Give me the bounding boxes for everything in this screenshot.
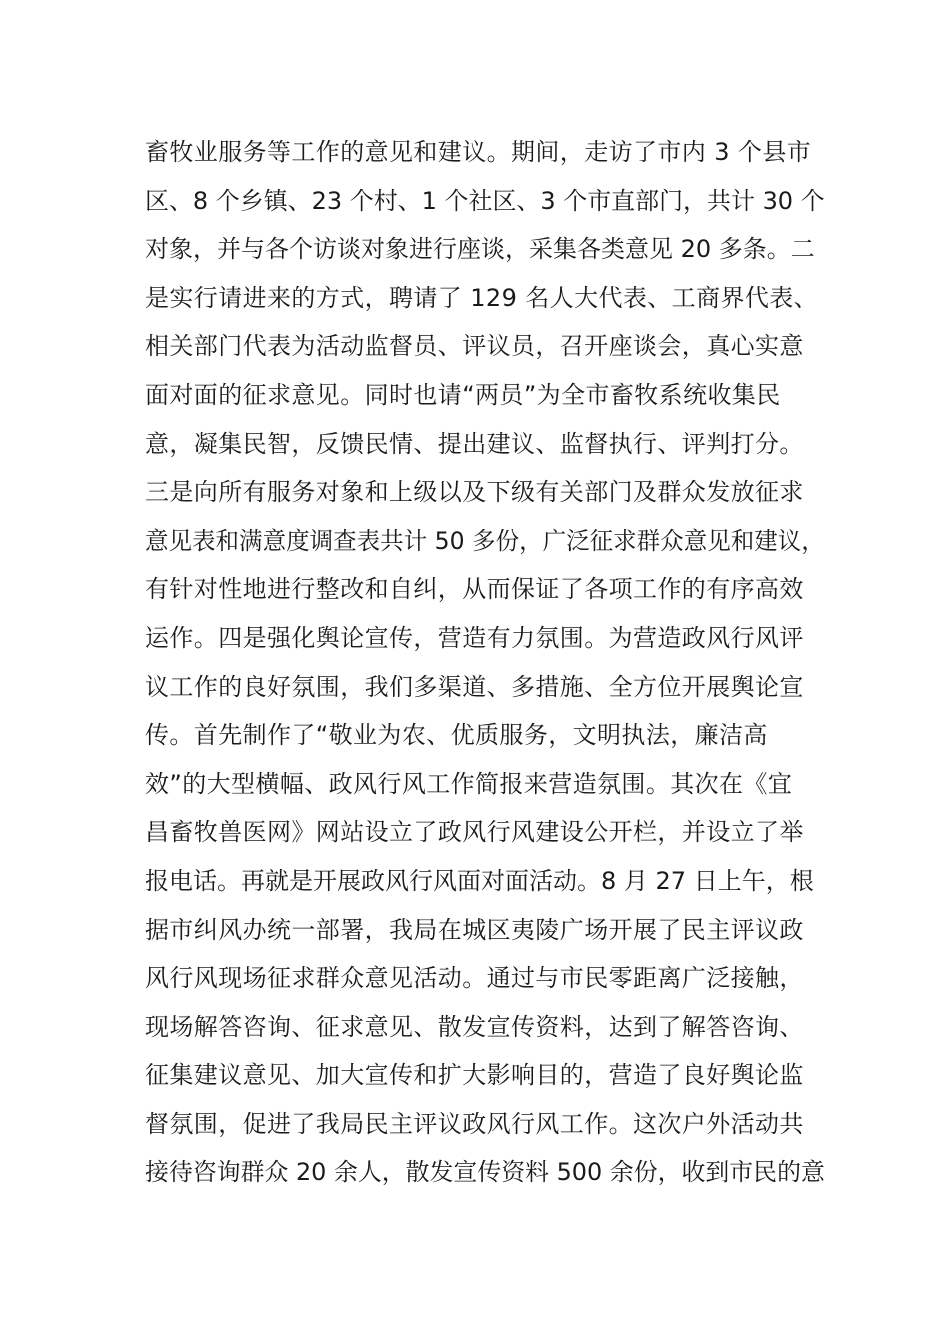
text-line: 畜牧业服务等工作的意见和建议。期间，走访了市内 3 个县市 (145, 138, 812, 166)
text-line: 传。首先制作了“敬业为农、优质服务，文明执法，廉洁高 (145, 721, 768, 750)
text-line: 风行风现场征求群众意见活动。通过与市民零距离广泛接触， (145, 964, 804, 993)
text-line: 有针对性地进行整改和自纠，从而保证了各项工作的有序高效 (145, 575, 804, 604)
text-line: 相关部门代表为活动监督员、评议员，召开座谈会，真心实意 (145, 332, 804, 361)
text-line: 现场解答咨询、征求意见、散发宣传资料，达到了解答咨询、 (145, 1012, 804, 1041)
text-line: 报电话。再就是开展政风行风面对面活动。8 月 27 日上午，根 (145, 866, 814, 895)
text-line: 议工作的良好氛围，我们多渠道、多措施、全方位开展舆论宣 (145, 672, 804, 701)
text-line: 对象，并与各个访谈对象进行座谈，采集各类意见 20 多条。二 (145, 235, 815, 264)
text-line: 运作。四是强化舆论宣传，营造有力氛围。为营造政风行风评 (145, 623, 804, 652)
text-line: 昌畜牧兽医网》网站设立了政风行风建设公开栏，并设立了举 (145, 818, 804, 847)
text-line: 接待咨询群众 20 余人，散发宣传资料 500 余份，收到市民的意 (145, 1158, 825, 1187)
text-line: 是实行请进来的方式，聘请了 129 名人大代表、工商界代表、 (145, 283, 819, 312)
text-line: 据市纠风办统一部署，我局在城区夷陵广场开展了民主评议政 (145, 915, 804, 944)
text-line: 征集建议意见、加大宣传和扩大影响目的，营造了良好舆论监 (145, 1061, 804, 1090)
text-line: 三是向所有服务对象和上级以及下级有关部门及群众发放征求 (145, 478, 804, 507)
text-line: 效”的大型横幅、政风行风工作简报来营造氛围。其次在《宜 (145, 769, 793, 798)
text-line: 面对面的征求意见。同时也请“两员”为全市畜牧系统收集民 (145, 380, 781, 409)
text-line: 区、8 个乡镇、23 个村、1 个社区、3 个市直部门，共计 30 个 (145, 186, 825, 215)
body-paragraph (145, 128, 825, 1197)
text-line: 意见表和满意度调查表共计 50 多份，广泛征求群众意见和建议， (145, 526, 825, 555)
text-line: 督氛围，促进了我局民主评议政风行风工作。这次户外活动共 (145, 1109, 804, 1138)
text-line: 意，凝集民智，反馈民情、提出建议、监督执行、评判打分。 (145, 429, 804, 458)
